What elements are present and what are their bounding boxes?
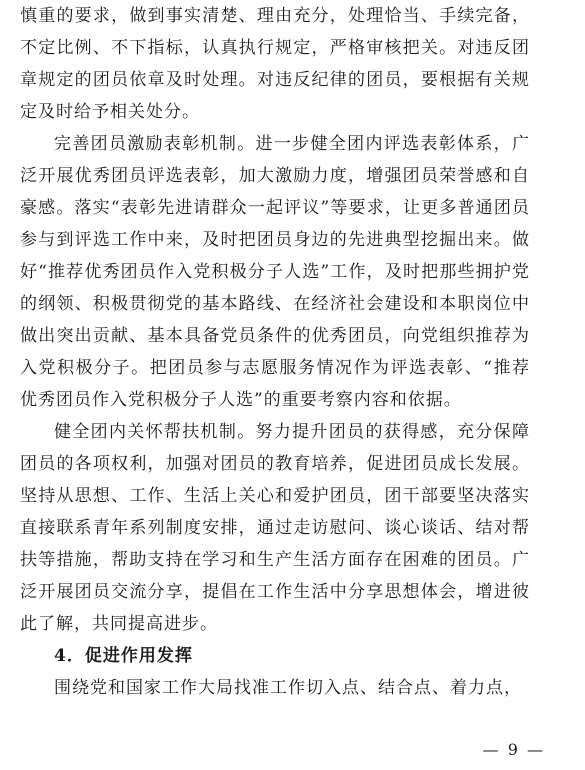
paragraph-care: 健全团内关怀帮扶机制。努力提升团员的获得感，充分保障团员的各项权利，加强对团员的教育培养，促进团员成长发展。坚持从思想、工作、生活上关心和爱护团员，团干部要坚决落实直接联系青年系列制度安排，通过走访慰问、谈心谈话、结对帮扶等措施，帮助支持在学习和生产生活方面存在困难的团员。广泛开展团员交流分享，提倡在工作生活中分享思想体会，增进彼此了解，共同提高进步。 bbox=[20, 422, 530, 634]
section-heading: 4．促进作用发挥 bbox=[54, 646, 193, 666]
page-number: — 9 — bbox=[482, 740, 545, 759]
document-page bbox=[20, 0, 530, 704]
paragraph-role: 围绕党和国家工作大局找准工作切入点、结合点、着力点， bbox=[54, 678, 522, 698]
paragraph-incentive: 完善团员激励表彰机制。进一步健全团内评选表彰体系，广泛开展优秀团员评选表彰，加大激励力度，增强团员荣誉感和自豪感。落实“表彰先进请群众一起评议”等要求，让更多普通团员参与到评选工作中来，及时把团员身边的先进典型挖掘出来。做好“推荐优秀团员作入党积极分子人选”工作，及时把那些拥护党的纲领、积极贯彻党的基本路线、在经济社会建设和本职岗位中做出突出贡献、基本具备党员条件的优秀团员，向党组织推荐为入党积极分子。把团员参与志愿服务情况作为评选表彰、“推荐优秀团员作入党积极分子人选”的重要考察内容和依据。 bbox=[20, 134, 530, 410]
paragraph-discipline: 慎重的要求，做到事实清楚、理由充分，处理恰当、手续完备，不定比例、不下指标，认真执行规定，严格审核把关。对违反团章规定的团员依章及时处理。对违反纪律的团员，要根据有关规定及时给予相关处分。 bbox=[20, 6, 530, 122]
